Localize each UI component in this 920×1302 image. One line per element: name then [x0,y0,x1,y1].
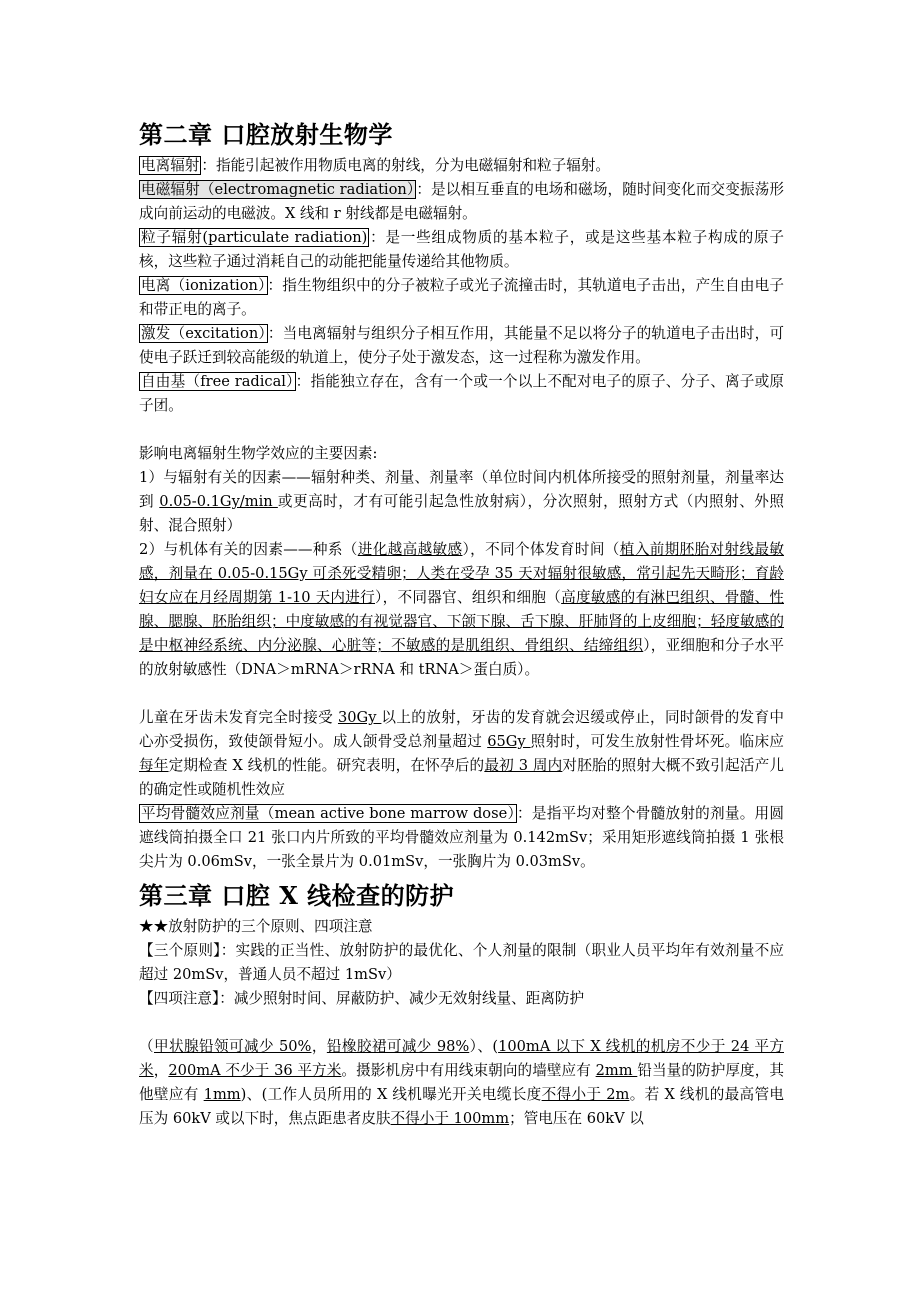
term-box: 自由基（free radical） [141,373,294,390]
definition-particulate-radiation: 粒子辐射(particulate radiation) ：是一些组成物质的基本粒子，或是这些基本粒子构成的原子核，这些粒子通过消耗自己的动能把能量传递给其他物质。 [139,229,784,270]
definition-ionization: 电离（ionization） ：指生物组织中的分子被粒子或光子流撞击时，其轨道电子击出，产生自由电子和带正电的离子。 [139,277,784,318]
definition-marrow-dose: 平均骨髓效应剂量（mean active bone marrow dose） ：是指平均对整个骨髓放射的剂量。用圆遮线筒拍摄全口 21 张口内片所致的平均骨髓效应剂量为 0.142mSv；采用矩形遮线筒拍摄 1 张根尖片为 0.06mSv，一张全景片为 0.01mSv，一张胸片为 0.03mSv。 [139,805,784,870]
definition-free-radical: 自由基（free radical） ：指能独立存在，含有一个或一个以上不配对电子的原子、分子、离子或原子团。 [139,373,784,414]
term-box: 平均骨髓效应剂量（mean active bone marrow dose） [141,805,516,822]
spacer [139,682,784,706]
term-box: 电离（ionization） [141,277,266,294]
term-box: 激发（excitation） [141,325,266,342]
definition-excitation: 激发（excitation） ：当电离辐射与组织分子相互作用，其能量不足以将分子的轨道电子击出时，可使电子跃迁到较高能级的轨道上，使分子处于激发态，这一过程称为激发作用。 [139,325,784,366]
three-principles: 【三个原则】：实践的正当性、放射防护的最优化、个人剂量的限制（职业人员平均年有效剂量不应超过 20mSv，普通人员不超过 1mSv） [139,942,784,983]
term-box: 粒子辐射(particulate radiation) [141,229,368,246]
definition-ionizing-radiation: 电离辐射 ：指能引起被作用物质电离的射线，分为电磁辐射和粒子辐射。 [141,157,611,174]
spacer [139,1011,784,1035]
definition-electromagnetic-radiation: 电磁辐射（electromagnetic radiation） ：是以相互垂直的电场和磁场，随时间变化而交变振荡形成向前运动的电磁波。X 线和 r 射线都是电磁辐射。 [139,181,784,222]
factors-intro: 影响电离辐射生物学效应的主要因素: [139,445,378,462]
stars-heading: ★★放射防护的三个原则、四项注意 [139,918,373,935]
term-box: 电离辐射 [141,157,200,174]
chapter-2-title: 第二章 口腔放射生物学 [139,120,393,149]
shielding-paragraph: （甲状腺铅领可减少 50%，铅橡胶裙可减少 98%）、(100mA 以下 X 线机的机房不少于 24 平方米，200mA 不少于 36 平方米。摄影机房中有用线束朝向的墙壁应有 2mm 铅当量的防护厚度，其他壁应有 1mm)、(工作人员所用的 X 线机曝光开关电缆长度不得小于 2m。若 X 线机的最高管电压为 60kV 或以下时，焦点距患者皮肤不得小于 100mm；管电压在 60kV 以 [139,1038,784,1127]
children-paragraph: 儿童在牙齿未发育完全时接受 30Gy 以上的放射，牙齿的发育就会迟缓或停止，同时颌骨的发育中心亦受损伤，致使颌骨短小。成人颌骨受总剂量超过 65Gy 照射时，可发生放射性骨坏死。临床应每年定期检查 X 线机的性能。研究表明，在怀孕后的最初 3 周内对胚胎的照射大概不致引起活产儿的确定性或随机性效应 [139,709,784,798]
document-body [139,118,784,1131]
spacer [139,418,784,442]
chapter-3-title: 第三章 口腔 X 线检查的防护 [139,881,455,910]
term-box: 电磁辐射（electromagnetic radiation） [141,181,415,198]
four-notes: 【四项注意】：减少照射时间、屏蔽防护、减少无效射线量、距离防护 [139,990,585,1007]
factors-item-1: 1）与辐射有关的因素——辐射种类、剂量、剂量率（单位时间内机体所接受的照射剂量，剂量率达到 0.05-0.1Gy/min 或更高时，才有可能引起急性放射病），分次照射，照射方式（内照射、外照射、混合照射） [139,469,785,534]
factors-item-2: 2）与机体有关的因素——种系（进化越高越敏感），不同个体发育时间（植入前期胚胎对射线最敏感，剂量在 0.05-0.15Gy 可杀死受精卵；人类在受孕 35 天对辐射很敏感，常引起先天畸形；育龄妇女应在月经周期第 1-10 天内进行），不同器官、组织和细胞（高度敏感的有淋巴组织、骨髓、性腺、腮腺、胚胎组织；中度敏感的有视觉器官、下颌下腺、舌下腺、肝肺肾的上皮细胞；轻度敏感的是中枢神经系统、内分泌腺、心脏等；不敏感的是肌组织、骨组织、结缔组织），亚细胞和分子水平的放射敏感性（DNA＞mRNA＞rRNA 和 tRNA＞蛋白质）。 [139,541,784,678]
